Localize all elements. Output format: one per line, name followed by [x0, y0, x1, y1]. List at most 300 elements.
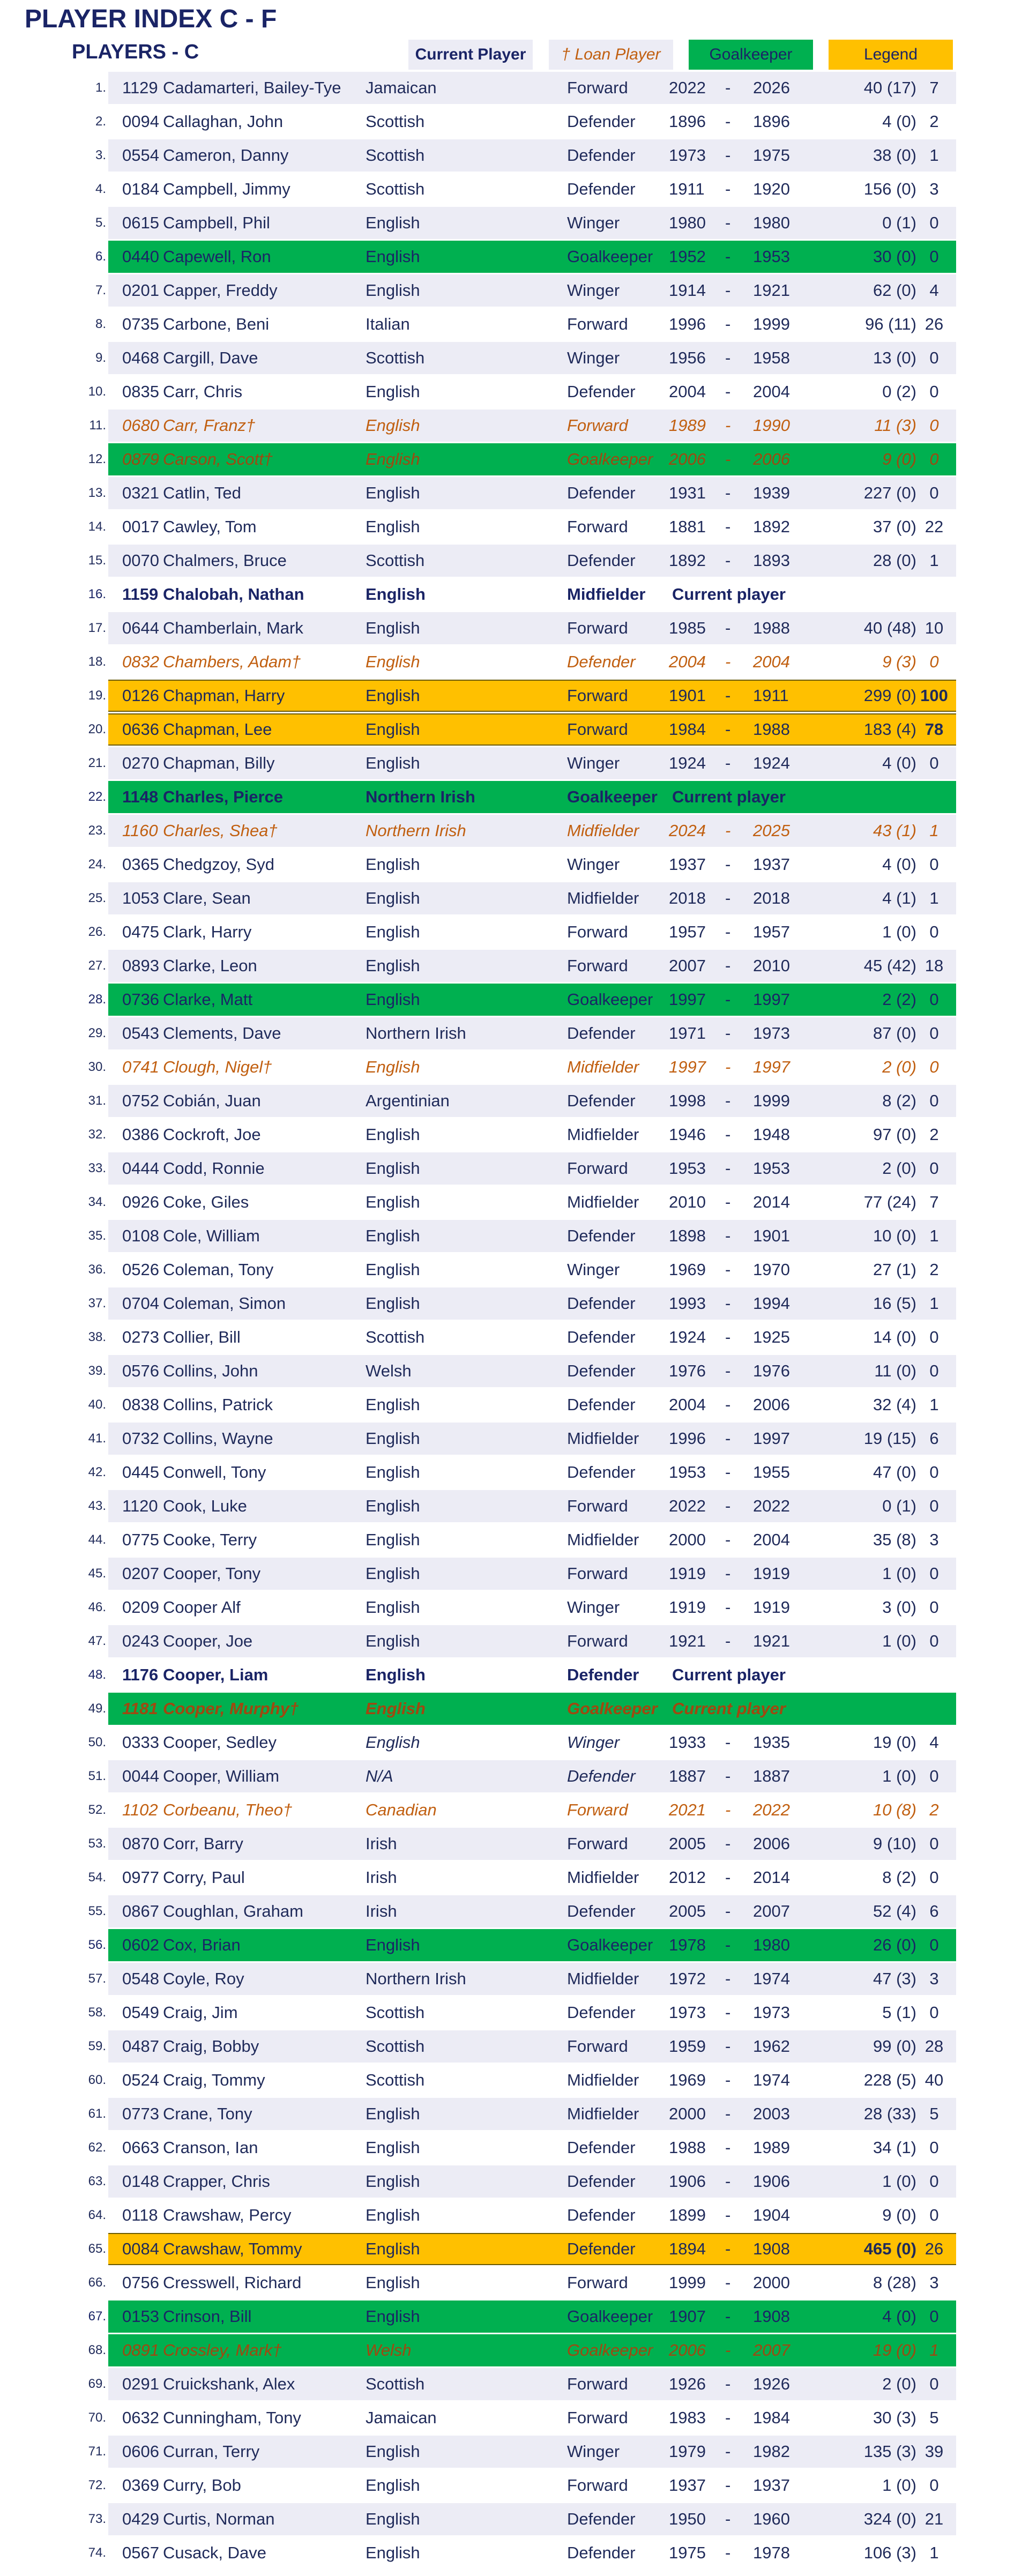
goals: 1 [929, 1395, 939, 1414]
career-separator: - [725, 517, 731, 536]
goals: 0 [929, 1328, 939, 1346]
player-position: Defender [567, 1463, 636, 1481]
player-name: Crawshaw, Percy [163, 2206, 292, 2224]
career-from: 1997 [669, 1058, 706, 1076]
row-number: 13. [88, 486, 106, 500]
player-id: 0867 [122, 1902, 159, 1920]
career-to: 1926 [753, 2374, 790, 2393]
table-row [0, 1456, 1029, 1490]
career-from: 2018 [669, 889, 706, 907]
career-from: 1988 [669, 2138, 706, 2157]
career-to: 2018 [753, 889, 790, 907]
career-from: 1972 [669, 1969, 706, 1988]
player-name: Cole, William [163, 1226, 260, 1245]
table-row [0, 848, 1029, 882]
table-row [0, 545, 1029, 578]
appearances: 183 (4) [863, 720, 916, 739]
row-number: 52. [88, 1803, 106, 1817]
row-number: 26. [88, 925, 106, 939]
career-separator: - [725, 652, 731, 671]
table-row [0, 2436, 1029, 2469]
career-to: 1997 [753, 990, 790, 1009]
player-name: Chedgzoy, Syd [163, 855, 274, 874]
player-name: Cooper, Murphy† [163, 1699, 299, 1718]
player-nationality: Welsh [366, 1361, 412, 1380]
row-number: 21. [88, 756, 106, 770]
goals: 1 [929, 2341, 939, 2359]
career-separator: - [725, 2206, 731, 2224]
row-number: 10. [88, 384, 106, 399]
career-from: 2021 [669, 1800, 706, 1819]
player-name: Clarke, Matt [163, 990, 253, 1009]
row-number: 41. [88, 1431, 106, 1446]
career-from: 2000 [669, 2104, 706, 2123]
player-id: 0548 [122, 1969, 159, 1988]
player-position: Defender [567, 2138, 636, 2157]
player-position: Winger [567, 281, 620, 300]
player-name: Chapman, Billy [163, 754, 275, 772]
player-position: Defender [567, 483, 636, 502]
row-number: 30. [88, 1060, 106, 1074]
career-to: 1955 [753, 1463, 790, 1481]
player-nationality: English [366, 1058, 420, 1076]
player-position: Defender [567, 1294, 636, 1313]
career-to: 1925 [753, 1328, 790, 1346]
player-nationality: English [366, 2307, 420, 2326]
row-number: 46. [88, 1600, 106, 1614]
player-id: 0429 [122, 2510, 159, 2528]
table-row [0, 1895, 1029, 1929]
career-to: 1935 [753, 1733, 790, 1752]
career-from: 1980 [669, 213, 706, 232]
player-name: Cockroft, Joe [163, 1125, 261, 1144]
career-to: 2014 [753, 1868, 790, 1887]
legend-current-player: Current Player [408, 40, 533, 70]
player-position: Winger [567, 213, 620, 232]
career-to: 1953 [753, 247, 790, 266]
player-position: Midfielder [567, 2071, 639, 2089]
career-to: 1911 [753, 686, 789, 705]
row-number: 51. [88, 1769, 106, 1783]
player-id: 0044 [122, 1767, 159, 1785]
career-separator: - [725, 619, 731, 637]
appearances: 8 (2) [882, 1091, 916, 1110]
player-table [0, 72, 1029, 2571]
row-number: 34. [88, 1195, 106, 1209]
player-nationality: English [366, 1294, 420, 1313]
player-name: Cusack, Dave [163, 2543, 266, 2562]
career-from: 2005 [669, 1902, 706, 1920]
career-to: 1988 [753, 720, 790, 739]
section-title: PLAYERS - C [72, 41, 199, 63]
table-row [0, 1490, 1029, 1524]
appearances: 10 (8) [873, 1800, 916, 1819]
player-id: 1053 [122, 889, 159, 907]
goals: 1 [929, 551, 939, 570]
appearances: 465 (0) [863, 2239, 916, 2258]
player-name: Cooper, William [163, 1767, 280, 1785]
player-id: 0680 [122, 416, 159, 435]
player-name: Cox, Brian [163, 1935, 241, 1954]
player-id: 0732 [122, 1429, 159, 1448]
career-from: 2004 [669, 1395, 706, 1414]
table-row [0, 2030, 1029, 2064]
player-position: Midfielder [567, 889, 639, 907]
table-row [0, 1862, 1029, 1895]
player-name: Charles, Shea† [163, 821, 278, 840]
career-separator: - [725, 2341, 731, 2359]
legend-loan-player: † Loan Player [549, 40, 673, 70]
goals: 0 [929, 1935, 939, 1954]
table-row [0, 1389, 1029, 1423]
table-row [0, 2132, 1029, 2165]
career-to: 1973 [753, 2003, 790, 2022]
goals: 0 [929, 2172, 939, 2191]
career-separator: - [725, 281, 731, 300]
row-number: 23. [88, 823, 106, 838]
player-nationality: English [366, 247, 420, 266]
row-number: 22. [88, 790, 106, 804]
career-to: 1919 [753, 1564, 790, 1583]
row-number: 18. [88, 654, 106, 669]
player-name: Crinson, Bill [163, 2307, 252, 2326]
player-id: 0126 [122, 686, 159, 705]
career-to: 2004 [753, 382, 790, 401]
appearances: 19 (0) [873, 1733, 916, 1752]
player-status: Current player [672, 585, 786, 604]
career-from: 1989 [669, 416, 706, 435]
appearances: 5 (1) [882, 2003, 916, 2022]
player-id: 1176 [122, 1665, 159, 1684]
table-row [0, 1287, 1029, 1321]
player-name: Cooper Alf [163, 1598, 241, 1617]
table-row [0, 1828, 1029, 1862]
player-nationality: Italian [366, 315, 410, 333]
career-to: 1980 [753, 213, 790, 232]
table-row [0, 882, 1029, 916]
career-separator: - [725, 247, 731, 266]
player-name: Carr, Chris [163, 382, 243, 401]
table-row [0, 713, 1029, 747]
player-id: 1120 [122, 1497, 158, 1515]
career-from: 1971 [669, 1024, 706, 1043]
player-nationality: Irish [366, 1834, 397, 1853]
career-to: 2004 [753, 1530, 790, 1549]
player-nationality: English [366, 1530, 420, 1549]
table-row [0, 173, 1029, 207]
player-name: Chamberlain, Mark [163, 619, 303, 637]
player-id: 0977 [122, 1868, 159, 1887]
career-from: 1973 [669, 2003, 706, 2022]
career-to: 1908 [753, 2239, 790, 2258]
table-row [0, 1929, 1029, 1963]
appearances: 30 (0) [873, 247, 916, 266]
player-nationality: English [366, 2172, 420, 2191]
row-number: 53. [88, 1836, 106, 1851]
appearances: 9 (0) [882, 2206, 916, 2224]
player-name: Curtis, Norman [163, 2510, 275, 2528]
career-from: 1953 [669, 1463, 706, 1481]
career-to: 1924 [753, 754, 790, 772]
table-row [0, 2537, 1029, 2571]
career-to: 2022 [753, 1497, 790, 1515]
row-number: 5. [95, 215, 106, 230]
page-title: PLAYER INDEX C - F [25, 5, 277, 33]
table-row [0, 342, 1029, 376]
row-number: 20. [88, 722, 106, 736]
player-id: 0291 [122, 2374, 159, 2393]
career-from: 1924 [669, 1328, 706, 1346]
player-position: Defender [567, 382, 636, 401]
appearances: 40 (48) [863, 619, 916, 637]
career-to: 2007 [753, 1902, 790, 1920]
career-separator: - [725, 483, 731, 502]
appearances: 35 (8) [873, 1530, 916, 1549]
player-id: 0153 [122, 2307, 159, 2326]
appearances: 28 (0) [873, 551, 916, 570]
player-name: Chapman, Harry [163, 686, 285, 705]
row-number: 48. [88, 1667, 106, 1682]
player-name: Coughlan, Graham [163, 1902, 303, 1920]
career-from: 1984 [669, 720, 706, 739]
player-nationality: Irish [366, 1868, 397, 1887]
player-name: Cook, Luke [163, 1497, 247, 1515]
appearances: 2 (0) [882, 1058, 916, 1076]
career-from: 2005 [669, 1834, 706, 1853]
player-position: Defender [567, 1902, 636, 1920]
career-from: 1881 [669, 517, 706, 536]
player-position: Forward [567, 2037, 628, 2056]
career-from: 1931 [669, 483, 706, 502]
row-number: 49. [88, 1701, 106, 1716]
player-position: Defender [567, 1395, 636, 1414]
player-id: 0756 [122, 2273, 159, 2292]
row-number: 56. [88, 1938, 106, 1952]
goals: 0 [929, 990, 939, 1009]
player-nationality: English [366, 720, 420, 739]
player-nationality: English [366, 2206, 420, 2224]
table-row [0, 477, 1029, 511]
goals: 26 [924, 2239, 944, 2258]
player-position: Defender [567, 1091, 636, 1110]
table-row [0, 1963, 1029, 1997]
row-number: 59. [88, 2039, 106, 2053]
goals: 0 [929, 1598, 939, 1617]
career-separator: - [725, 1935, 731, 1954]
player-name: Corbeanu, Theo† [163, 1800, 293, 1819]
player-nationality: English [366, 585, 426, 604]
player-name: Crossley, Mark† [163, 2341, 282, 2359]
row-number: 24. [88, 857, 106, 872]
table-row [0, 2233, 1029, 2267]
row-number: 4. [95, 182, 106, 196]
row-number: 32. [88, 1127, 106, 1142]
player-id: 0891 [122, 2341, 159, 2359]
career-to: 1990 [753, 416, 790, 435]
table-row [0, 950, 1029, 984]
player-position: Forward [567, 416, 628, 435]
career-separator: - [725, 1902, 731, 1920]
player-name: Cooper, Joe [163, 1632, 253, 1650]
career-to: 1939 [753, 483, 790, 502]
player-nationality: Scottish [366, 180, 425, 198]
player-id: 1159 [122, 585, 159, 604]
player-id: 0273 [122, 1328, 159, 1346]
legend-goalkeeper: Goalkeeper [689, 40, 813, 70]
player-id: 0209 [122, 1598, 159, 1617]
career-separator: - [725, 2476, 731, 2495]
player-status: Current player [672, 1699, 786, 1718]
table-row [0, 646, 1029, 680]
career-to: 2014 [753, 1193, 790, 1211]
career-separator: - [725, 1834, 731, 1853]
appearances: 10 (0) [873, 1226, 916, 1245]
appearances: 96 (11) [865, 315, 916, 333]
career-separator: - [725, 1193, 731, 1211]
row-number: 37. [88, 1296, 106, 1311]
career-from: 1956 [669, 348, 706, 367]
career-from: 1952 [669, 247, 706, 266]
player-position: Forward [567, 315, 628, 333]
row-number: 7. [95, 283, 106, 297]
career-to: 1921 [753, 1632, 790, 1650]
appearances: 106 (3) [863, 2543, 916, 2562]
player-id: 0736 [122, 990, 159, 1009]
career-to: 1896 [753, 112, 790, 131]
goals: 5 [929, 2408, 939, 2427]
player-id: 0108 [122, 1226, 159, 1245]
player-id: 0663 [122, 2138, 159, 2157]
career-separator: - [725, 720, 731, 739]
career-separator: - [725, 855, 731, 874]
goals: 0 [929, 2476, 939, 2495]
appearances: 19 (0) [873, 2341, 916, 2359]
player-id: 0741 [122, 1058, 159, 1076]
player-id: 0576 [122, 1361, 159, 1380]
career-to: 2006 [753, 1395, 790, 1414]
career-to: 2006 [753, 1834, 790, 1853]
player-nationality: Welsh [366, 2341, 412, 2359]
career-separator: - [725, 1125, 731, 1144]
player-position: Goalkeeper [567, 1935, 653, 1954]
career-separator: - [725, 2442, 731, 2461]
player-position: Goalkeeper [567, 247, 653, 266]
goals: 2 [929, 112, 939, 131]
appearances: 45 (42) [863, 956, 916, 975]
player-nationality: English [366, 382, 420, 401]
goals: 1 [929, 889, 939, 907]
goals: 0 [929, 1024, 939, 1043]
player-nationality: English [366, 1193, 420, 1211]
player-nationality: Scottish [366, 2003, 425, 2022]
row-number: 27. [88, 958, 106, 973]
table-row [0, 1659, 1029, 1693]
goals: 1 [929, 1226, 939, 1245]
career-separator: - [725, 450, 731, 468]
appearances: 2 (0) [882, 2374, 916, 2393]
player-nationality: English [366, 619, 420, 637]
table-row [0, 680, 1029, 713]
appearances: 16 (5) [873, 1294, 916, 1313]
player-nationality: English [366, 2476, 420, 2495]
table-row [0, 1524, 1029, 1558]
player-nationality: Irish [366, 1902, 397, 1920]
career-from: 2024 [669, 821, 706, 840]
row-number: 67. [88, 2309, 106, 2324]
player-name: Collins, John [163, 1361, 258, 1380]
player-nationality: English [366, 1260, 420, 1279]
player-position: Midfielder [567, 1969, 639, 1988]
career-separator: - [725, 1530, 731, 1549]
appearances: 299 (0) [863, 686, 916, 705]
player-id: 0148 [122, 2172, 159, 2191]
appearances: 0 (1) [882, 213, 916, 232]
career-separator: - [725, 382, 731, 401]
player-id: 0870 [122, 1834, 159, 1853]
player-nationality: English [366, 855, 420, 874]
player-position: Forward [567, 956, 628, 975]
appearances: 156 (0) [863, 180, 916, 198]
goals: 22 [924, 517, 944, 536]
goals: 7 [929, 1193, 939, 1211]
career-separator: - [725, 2104, 731, 2123]
player-name: Campbell, Jimmy [163, 180, 290, 198]
career-from: 1899 [669, 2206, 706, 2224]
table-row [0, 1186, 1029, 1220]
career-separator: - [725, 1159, 731, 1178]
player-position: Forward [567, 619, 628, 637]
career-separator: - [725, 1733, 731, 1752]
player-name: Curran, Terry [163, 2442, 260, 2461]
career-separator: - [725, 956, 731, 975]
player-position: Forward [567, 78, 628, 97]
table-row [0, 1625, 1029, 1659]
career-to: 1997 [753, 1058, 790, 1076]
row-number: 64. [88, 2208, 106, 2222]
career-from: 1901 [669, 686, 706, 705]
row-number: 44. [88, 1532, 106, 1547]
player-id: 0207 [122, 1564, 159, 1583]
player-id: 1181 [122, 1699, 158, 1718]
player-nationality: Scottish [366, 2374, 425, 2393]
career-separator: - [725, 922, 731, 941]
goals: 0 [929, 1497, 939, 1515]
career-separator: - [725, 2374, 731, 2393]
appearances: 1 (0) [882, 922, 916, 941]
career-from: 2004 [669, 652, 706, 671]
player-id: 0243 [122, 1632, 159, 1650]
goals: 6 [929, 1429, 939, 1448]
career-from: 1996 [669, 315, 706, 333]
player-position: Forward [567, 720, 628, 739]
row-number: 68. [88, 2343, 106, 2357]
goals: 0 [929, 2374, 939, 2393]
row-number: 70. [88, 2410, 106, 2425]
player-nationality: English [366, 2104, 420, 2123]
career-to: 1937 [753, 855, 790, 874]
career-from: 1997 [669, 990, 706, 1009]
player-id: 0201 [122, 281, 159, 300]
player-id: 0270 [122, 754, 159, 772]
table-row [0, 815, 1029, 848]
goals: 0 [929, 1632, 939, 1650]
player-name: Crapper, Chris [163, 2172, 270, 2191]
appearances: 8 (28) [873, 2273, 916, 2292]
player-name: Conwell, Tony [163, 1463, 266, 1481]
row-number: 43. [88, 1499, 106, 1513]
table-row [0, 376, 1029, 410]
row-number: 39. [88, 1364, 106, 1378]
